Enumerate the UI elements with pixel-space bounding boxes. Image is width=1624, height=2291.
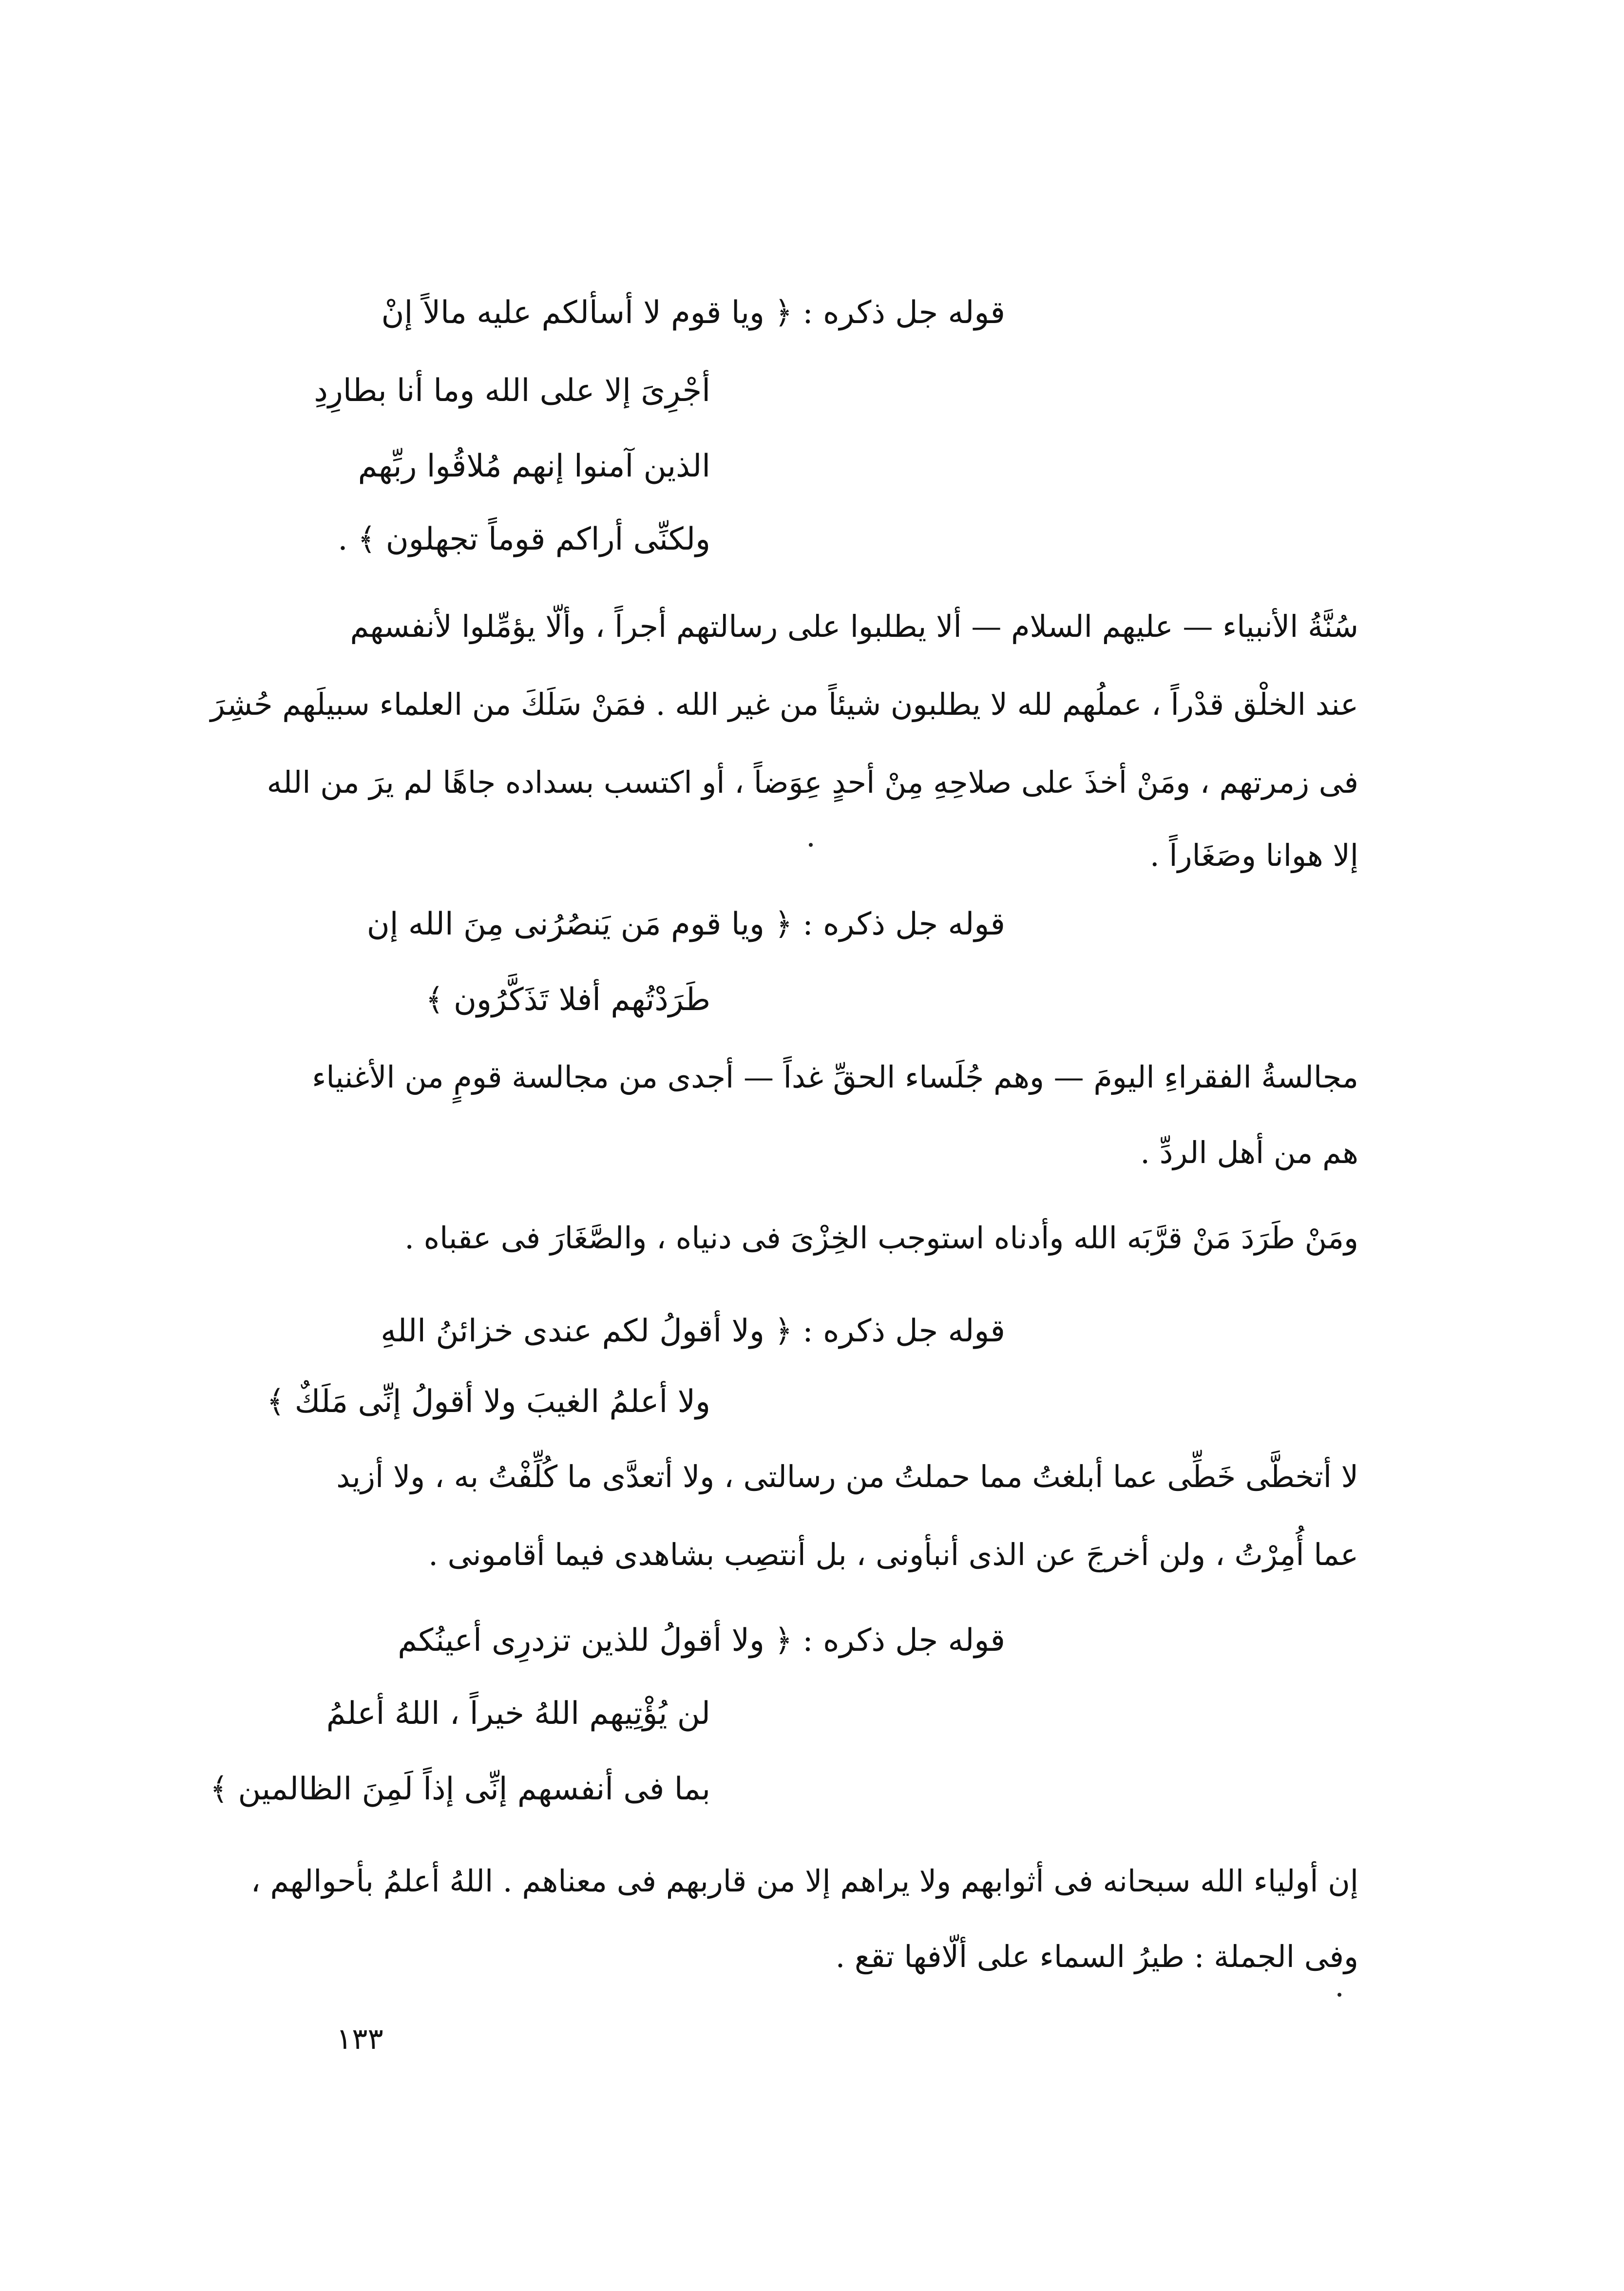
verse-line: أجْرِىَ إلا على الله وما أنا بطارِدِ (314, 373, 710, 409)
commentary-line: هم من أهل الردِّ . (1140, 1135, 1358, 1170)
print-speck (809, 843, 813, 847)
commentary-line: إلا هوانا وصَغَاراً . (1149, 838, 1358, 873)
verse-line: قوله جل ذكره : ﴿ ويا قوم مَن يَنصُرُنى مِنَ الله إن (366, 906, 1005, 942)
page-number: ١٣٣ (336, 2022, 383, 2056)
commentary-line: وفى الجملة : طيرُ السماء على ألّافها تقع . (835, 1939, 1358, 1974)
commentary-line: إن أولياء الله سبحانه فى أثوابهم ولا يراهم إلا من قاربهم فى معناهم . اللهُ أعلمُ بأحوالهم ، (250, 1863, 1358, 1899)
verse-line: طَرَدْتُهم أفلا تَذَكَّرُون ﴾ (425, 982, 710, 1018)
verse-line: ولا أعلمُ الغيبَ ولا أقولُ إنِّى مَلَكٌ ﴾ (266, 1384, 710, 1420)
verse-line: ولكنِّى أراكم قوماً تجهلون ﴾ . (338, 521, 710, 557)
verse-line: قوله جل ذكره : ﴿ ولا أقولُ لكم عندى خزائنُ اللهِ (381, 1313, 1005, 1349)
verse-line: قوله جل ذكره : ﴿ ويا قوم لا أسألكم عليه مالاً إنْ (381, 295, 1005, 331)
verse-line: قوله جل ذكره : ﴿ ولا أقولُ للذين تزدرِى أعينُكم (398, 1623, 1005, 1659)
verse-line: لن يُؤْتِيهم اللهُ خيراً ، اللهُ أعلمُ (326, 1696, 710, 1732)
commentary-line: عما أُمِرْتُ ، ولن أخرجَ عن الذى أنبأونى ، بل أنتصِب بشاهدى فيما أقامونى . (428, 1537, 1358, 1572)
commentary-line: سُنَّةُ الأنبياء — عليهم السلام — ألا يطلبوا على رسالتهم أجراً ، وألّا يؤمِّلوا لأنفسهم (350, 609, 1358, 644)
commentary-line: عند الخلْق قدْراً ، عملُهم لله لا يطلبون شيئاً من غير الله . فمَنْ سَلَكَ من العلماء سبيلَهم حُشِرَ (210, 687, 1358, 722)
commentary-line: فى زمرتهم ، ومَنْ أخذَ على صلاحِهِ مِنْ أحدٍ عِوَضاً ، أو اكتسب بسداده جاهًا لم يرَ من الله (267, 764, 1358, 800)
verse-line: بما فى أنفسهم إنِّى إذاً لَمِنَ الظالمين ﴾ (210, 1771, 710, 1807)
verse-line: الذين آمنوا إنهم مُلاقُوا ربِّهم (358, 448, 710, 484)
commentary-line: ومَنْ طَرَدَ مَنْ قرَّبَه الله وأدناه استوجب الخِزْىَ فى دنياه ، والصَّغَارَ فى عقباه . (404, 1220, 1358, 1256)
commentary-line: مجالسةُ الفقراءِ اليومَ — وهم جُلَساء الحقِّ غداً — أجدى من مجالسة قومٍ من الأغنياء (312, 1059, 1358, 1095)
print-speck (1337, 1993, 1341, 1997)
commentary-line: لا أتخطَّى خَطِّى عما أبلغتُ مما حملتُ من رسالتى ، ولا أتعدَّى ما كُلِّفْتُ به ، ولا أزيد (336, 1459, 1358, 1494)
